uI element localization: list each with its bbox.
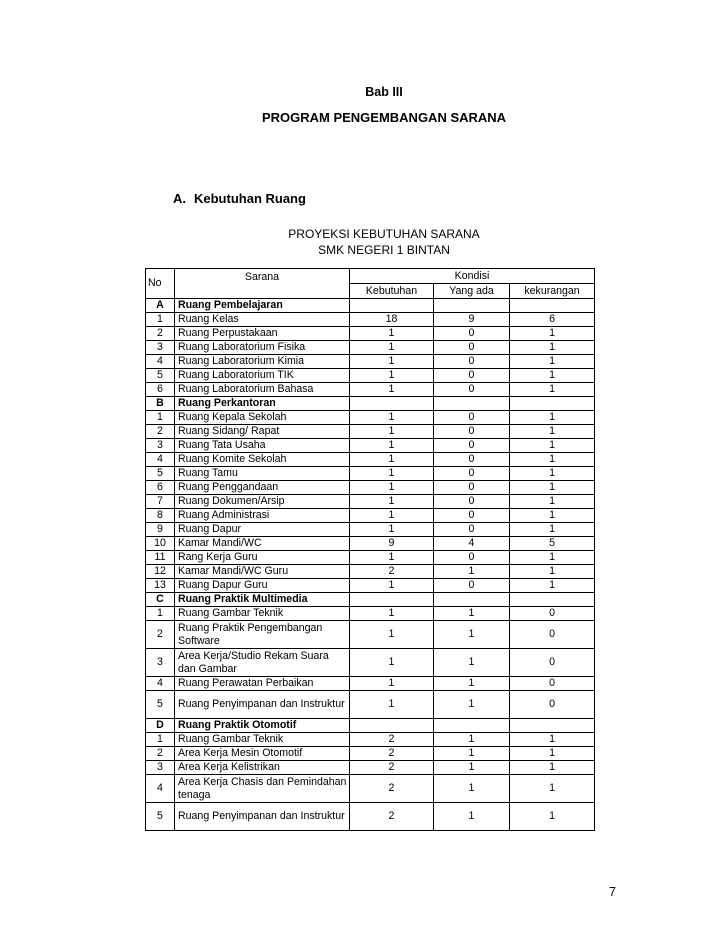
row-number: 3 xyxy=(146,649,175,677)
table-row xyxy=(146,761,595,775)
row-number: 1 xyxy=(146,733,175,747)
row-sarana: Ruang Perawatan Perbaikan xyxy=(175,677,350,691)
row-kebutuhan: 1 xyxy=(350,579,434,593)
table-row xyxy=(146,775,595,803)
group-empty-cell xyxy=(434,299,510,313)
table-row xyxy=(146,565,595,579)
table-row xyxy=(146,411,595,425)
row-kekurangan: 1 xyxy=(510,453,595,467)
column-header-kebutuhan: Kebutuhan xyxy=(350,284,434,299)
sarana-table xyxy=(145,268,595,831)
table-row xyxy=(146,537,595,551)
row-kebutuhan: 2 xyxy=(350,747,434,761)
row-yang-ada: 0 xyxy=(434,327,510,341)
row-sarana: Ruang Penyimpanan dan Instruktur xyxy=(175,803,350,831)
row-kebutuhan: 1 xyxy=(350,411,434,425)
row-kebutuhan: 1 xyxy=(350,341,434,355)
row-sarana: Ruang Laboratorium Bahasa xyxy=(175,383,350,397)
row-kebutuhan: 1 xyxy=(350,509,434,523)
row-kebutuhan: 1 xyxy=(350,439,434,453)
group-row xyxy=(146,397,595,411)
row-number: 1 xyxy=(146,313,175,327)
row-number: 7 xyxy=(146,495,175,509)
table-row xyxy=(146,523,595,537)
table-row xyxy=(146,677,595,691)
row-kekurangan: 1 xyxy=(510,565,595,579)
row-kekurangan: 0 xyxy=(510,677,595,691)
table-row xyxy=(146,691,595,719)
row-sarana: Ruang Dokumen/Arsip xyxy=(175,495,350,509)
group-empty-cell xyxy=(350,299,434,313)
row-sarana: Area Kerja Mesin Otomotif xyxy=(175,747,350,761)
row-kebutuhan: 1 xyxy=(350,607,434,621)
row-kekurangan: 1 xyxy=(510,551,595,565)
row-kebutuhan: 2 xyxy=(350,761,434,775)
row-yang-ada: 9 xyxy=(434,313,510,327)
table-row xyxy=(146,383,595,397)
row-number: 5 xyxy=(146,467,175,481)
row-kebutuhan: 9 xyxy=(350,537,434,551)
row-sarana: Area Kerja Chasis dan Pemindahan tenaga xyxy=(175,775,350,803)
group-code: A xyxy=(146,299,175,313)
row-yang-ada: 0 xyxy=(434,425,510,439)
row-sarana: Ruang Perpustakaan xyxy=(175,327,350,341)
row-sarana: Rang Kerja Guru xyxy=(175,551,350,565)
row-number: 8 xyxy=(146,509,175,523)
group-name: Ruang Perkantoran xyxy=(175,397,350,411)
table-row xyxy=(146,621,595,649)
row-kekurangan: 1 xyxy=(510,425,595,439)
row-kebutuhan: 18 xyxy=(350,313,434,327)
row-yang-ada: 1 xyxy=(434,565,510,579)
row-yang-ada: 0 xyxy=(434,453,510,467)
row-number: 2 xyxy=(146,425,175,439)
table-row xyxy=(146,509,595,523)
row-sarana: Kamar Mandi/WC xyxy=(175,537,350,551)
row-kekurangan: 1 xyxy=(510,411,595,425)
table-row xyxy=(146,551,595,565)
table-row xyxy=(146,495,595,509)
group-empty-cell xyxy=(350,719,434,733)
row-number: 4 xyxy=(146,677,175,691)
group-code: B xyxy=(146,397,175,411)
row-kebutuhan: 1 xyxy=(350,327,434,341)
row-yang-ada: 1 xyxy=(434,649,510,677)
row-yang-ada: 1 xyxy=(434,747,510,761)
column-header-no: No xyxy=(146,269,175,299)
row-number: 3 xyxy=(146,341,175,355)
table-row xyxy=(146,425,595,439)
row-kekurangan: 1 xyxy=(510,369,595,383)
program-title: PROGRAM PENGEMBANGAN SARANA xyxy=(261,110,507,125)
group-name: Ruang Praktik Multimedia xyxy=(175,593,350,607)
table-row xyxy=(146,439,595,453)
column-header-sarana: Sarana xyxy=(175,269,350,299)
row-yang-ada: 0 xyxy=(434,467,510,481)
row-yang-ada: 0 xyxy=(434,509,510,523)
row-number: 11 xyxy=(146,551,175,565)
row-kekurangan: 1 xyxy=(510,523,595,537)
row-sarana: Ruang Tata Usaha xyxy=(175,439,350,453)
row-kebutuhan: 1 xyxy=(350,677,434,691)
row-kebutuhan: 1 xyxy=(350,621,434,649)
row-sarana: Ruang Gambar Teknik xyxy=(175,733,350,747)
row-kekurangan: 1 xyxy=(510,383,595,397)
row-kekurangan: 1 xyxy=(510,355,595,369)
row-yang-ada: 0 xyxy=(434,481,510,495)
row-kebutuhan: 1 xyxy=(350,649,434,677)
row-sarana: Ruang Penggandaan xyxy=(175,481,350,495)
table-row xyxy=(146,579,595,593)
group-empty-cell xyxy=(510,719,595,733)
group-empty-cell xyxy=(434,397,510,411)
row-sarana: Ruang Kepala Sekolah xyxy=(175,411,350,425)
row-sarana: Ruang Administrasi xyxy=(175,509,350,523)
row-sarana: Ruang Laboratorium Kimia xyxy=(175,355,350,369)
chapter-heading: Bab III xyxy=(365,85,403,99)
row-number: 4 xyxy=(146,355,175,369)
row-kekurangan: 1 xyxy=(510,803,595,831)
row-number: 5 xyxy=(146,691,175,719)
row-number: 6 xyxy=(146,481,175,495)
table-row xyxy=(146,803,595,831)
row-sarana: Ruang Tamu xyxy=(175,467,350,481)
page-number: 7 xyxy=(609,885,616,899)
row-kebutuhan: 2 xyxy=(350,775,434,803)
row-kekurangan: 1 xyxy=(510,761,595,775)
row-yang-ada: 1 xyxy=(434,775,510,803)
group-row xyxy=(146,593,595,607)
column-header-kekurangan: kekurangan xyxy=(510,284,595,299)
row-number: 2 xyxy=(146,621,175,649)
row-yang-ada: 1 xyxy=(434,733,510,747)
table-row xyxy=(146,467,595,481)
table-row xyxy=(146,607,595,621)
row-number: 13 xyxy=(146,579,175,593)
row-kebutuhan: 1 xyxy=(350,495,434,509)
section-heading xyxy=(173,191,306,206)
row-sarana: Ruang Dapur xyxy=(175,523,350,537)
row-yang-ada: 1 xyxy=(434,691,510,719)
table-row xyxy=(146,341,595,355)
row-number: 1 xyxy=(146,411,175,425)
table-row xyxy=(146,733,595,747)
table-row xyxy=(146,327,595,341)
table-row xyxy=(146,355,595,369)
row-yang-ada: 0 xyxy=(434,579,510,593)
row-kebutuhan: 2 xyxy=(350,733,434,747)
row-kebutuhan: 1 xyxy=(350,481,434,495)
row-sarana: Ruang Komite Sekolah xyxy=(175,453,350,467)
row-number: 9 xyxy=(146,523,175,537)
row-yang-ada: 0 xyxy=(434,551,510,565)
row-sarana: Kamar Mandi/WC Guru xyxy=(175,565,350,579)
row-yang-ada: 0 xyxy=(434,369,510,383)
row-kekurangan: 6 xyxy=(510,313,595,327)
row-kebutuhan: 2 xyxy=(350,565,434,579)
row-sarana: Ruang Penyimpanan dan Instruktur xyxy=(175,691,350,719)
row-sarana: Ruang Praktik Pengembangan Software xyxy=(175,621,350,649)
table-row xyxy=(146,313,595,327)
row-kekurangan: 1 xyxy=(510,747,595,761)
section-title: Kebutuhan Ruang xyxy=(194,191,306,206)
row-yang-ada: 1 xyxy=(434,607,510,621)
row-number: 4 xyxy=(146,775,175,803)
row-kekurangan: 0 xyxy=(510,607,595,621)
row-kebutuhan: 1 xyxy=(350,691,434,719)
row-kekurangan: 1 xyxy=(510,467,595,481)
row-sarana: Ruang Gambar Teknik xyxy=(175,607,350,621)
row-yang-ada: 0 xyxy=(434,355,510,369)
group-code: C xyxy=(146,593,175,607)
group-code: D xyxy=(146,719,175,733)
row-number: 12 xyxy=(146,565,175,579)
row-kebutuhan: 1 xyxy=(350,523,434,537)
row-kebutuhan: 1 xyxy=(350,355,434,369)
row-kekurangan: 1 xyxy=(510,775,595,803)
table-subtitle: SMK NEGERI 1 BINTAN xyxy=(318,243,450,257)
group-empty-cell xyxy=(350,593,434,607)
group-empty-cell xyxy=(434,719,510,733)
row-sarana: Ruang Dapur Guru xyxy=(175,579,350,593)
row-yang-ada: 1 xyxy=(434,803,510,831)
row-yang-ada: 0 xyxy=(434,439,510,453)
table-row xyxy=(146,453,595,467)
row-sarana: Area Kerja Kelistrikan xyxy=(175,761,350,775)
table-row xyxy=(146,747,595,761)
group-empty-cell xyxy=(350,397,434,411)
table-row xyxy=(146,649,595,677)
row-kekurangan: 1 xyxy=(510,327,595,341)
row-sarana: Ruang Laboratorium Fisika xyxy=(175,341,350,355)
row-kekurangan: 0 xyxy=(510,649,595,677)
row-yang-ada: 0 xyxy=(434,411,510,425)
row-kekurangan: 1 xyxy=(510,481,595,495)
table-row xyxy=(146,481,595,495)
row-yang-ada: 1 xyxy=(434,677,510,691)
group-name: Ruang Praktik Otomotif xyxy=(175,719,350,733)
row-number: 6 xyxy=(146,383,175,397)
group-empty-cell xyxy=(510,299,595,313)
column-header-yang-ada: Yang ada xyxy=(434,284,510,299)
row-kekurangan: 5 xyxy=(510,537,595,551)
row-sarana: Ruang Sidang/ Rapat xyxy=(175,425,350,439)
row-number: 10 xyxy=(146,537,175,551)
row-yang-ada: 0 xyxy=(434,523,510,537)
table-row xyxy=(146,369,595,383)
group-empty-cell xyxy=(510,397,595,411)
row-kebutuhan: 1 xyxy=(350,551,434,565)
row-kebutuhan: 1 xyxy=(350,453,434,467)
row-kebutuhan: 1 xyxy=(350,383,434,397)
row-number: 2 xyxy=(146,327,175,341)
row-kekurangan: 1 xyxy=(510,509,595,523)
table-header-row-1 xyxy=(146,269,595,284)
row-kebutuhan: 1 xyxy=(350,369,434,383)
table-title: PROYEKSI KEBUTUHAN SARANA xyxy=(288,227,480,241)
section-number: A. xyxy=(173,191,186,206)
group-row xyxy=(146,719,595,733)
row-yang-ada: 1 xyxy=(434,761,510,775)
row-yang-ada: 4 xyxy=(434,537,510,551)
row-yang-ada: 0 xyxy=(434,495,510,509)
row-number: 4 xyxy=(146,453,175,467)
row-sarana: Ruang Laboratorium TIK xyxy=(175,369,350,383)
row-sarana: Area Kerja/Studio Rekam Suara dan Gambar xyxy=(175,649,350,677)
row-kekurangan: 1 xyxy=(510,733,595,747)
group-empty-cell xyxy=(510,593,595,607)
row-yang-ada: 0 xyxy=(434,341,510,355)
row-kebutuhan: 2 xyxy=(350,803,434,831)
group-name: Ruang Pembelajaran xyxy=(175,299,350,313)
row-kekurangan: 0 xyxy=(510,691,595,719)
row-number: 5 xyxy=(146,803,175,831)
row-yang-ada: 1 xyxy=(434,621,510,649)
row-kekurangan: 0 xyxy=(510,621,595,649)
row-number: 5 xyxy=(146,369,175,383)
column-header-kondisi: Kondisi xyxy=(350,269,595,284)
row-kebutuhan: 1 xyxy=(350,467,434,481)
row-number: 1 xyxy=(146,607,175,621)
row-kekurangan: 1 xyxy=(510,341,595,355)
row-sarana: Ruang Kelas xyxy=(175,313,350,327)
row-kekurangan: 1 xyxy=(510,439,595,453)
row-number: 3 xyxy=(146,761,175,775)
row-kebutuhan: 1 xyxy=(350,425,434,439)
group-empty-cell xyxy=(434,593,510,607)
row-kekurangan: 1 xyxy=(510,579,595,593)
row-yang-ada: 0 xyxy=(434,383,510,397)
row-kekurangan: 1 xyxy=(510,495,595,509)
row-number: 3 xyxy=(146,439,175,453)
group-row xyxy=(146,299,595,313)
row-number: 2 xyxy=(146,747,175,761)
